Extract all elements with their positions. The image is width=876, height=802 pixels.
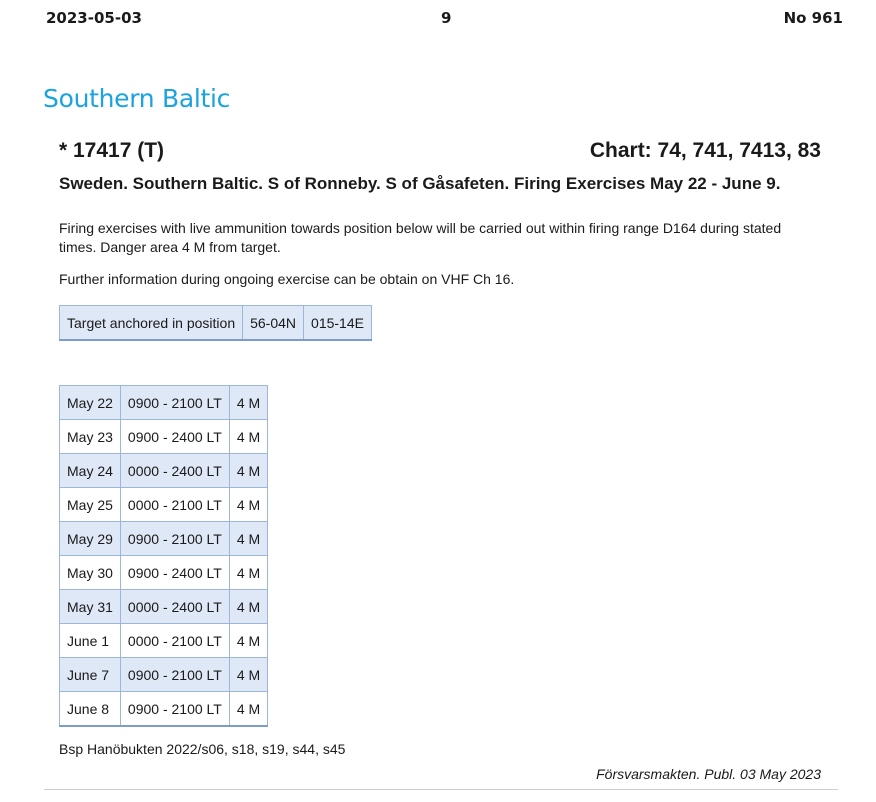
header-page-number: 9 [441,9,452,27]
schedule-range: 4 M [229,556,267,590]
schedule-range: 4 M [229,522,267,556]
schedule-time: 0000 - 2400 LT [120,454,229,488]
schedule-range: 4 M [229,692,267,727]
notice-title: Sweden. Southern Baltic. S of Ronneby. S of Gåsafeten. Firing Exercises May 22 - June 9. [59,174,781,193]
schedule-time: 0900 - 2400 LT [120,420,229,454]
schedule-row [60,624,268,658]
position-table [59,305,372,341]
chart-reference: Chart: 74, 741, 7413, 83 [589,139,821,162]
schedule-time: 0000 - 2100 LT [120,624,229,658]
schedule-date: June 8 [60,692,121,727]
schedule-row [60,692,268,727]
schedule-time: 0000 - 2100 LT [120,488,229,522]
schedule-row [60,658,268,692]
position-latitude: 56-04N [243,306,304,341]
schedule-time: 0900 - 2100 LT [120,692,229,727]
schedule-range: 4 M [229,590,267,624]
schedule-range: 4 M [229,420,267,454]
schedule-date: May 22 [60,386,121,420]
schedule-date: May 23 [60,420,121,454]
schedule-date: May 30 [60,556,121,590]
notice-paragraph-1: Firing exercises with live ammunition towards position below will be carried out within firing range D164 during stated times. Danger area 4 M from target. [59,220,782,255]
publisher-line: Försvarsmakten. Publ. 03 May 2023 [596,766,821,782]
position-longitude: 015-14E [304,306,372,341]
schedule-date: May 29 [60,522,121,556]
header-date: 2023-05-03 [46,9,142,27]
schedule-table [59,385,268,727]
schedule-row [60,556,268,590]
schedule-row [60,386,268,420]
schedule-row [60,488,268,522]
header-issue-number: No 961 [783,9,843,27]
schedule-date: May 24 [60,454,121,488]
position-label: Target anchored in position [60,306,243,341]
position-row [60,306,372,341]
schedule-date: June 1 [60,624,121,658]
schedule-time: 0900 - 2100 LT [120,658,229,692]
schedule-time: 0000 - 2400 LT [120,590,229,624]
schedule-row [60,590,268,624]
schedule-range: 4 M [229,488,267,522]
section-title: Southern Baltic [43,84,231,113]
schedule-row [60,522,268,556]
footer-divider [44,789,838,790]
schedule-date: June 7 [60,658,121,692]
schedule-date: May 31 [60,590,121,624]
schedule-range: 4 M [229,658,267,692]
schedule-time: 0900 - 2100 LT [120,522,229,556]
schedule-range: 4 M [229,454,267,488]
notice-id: * 17417 (T) [59,139,165,162]
schedule-row [60,420,268,454]
schedule-row [60,454,268,488]
schedule-time: 0900 - 2100 LT [120,386,229,420]
notice-paragraph-2: Further information during ongoing exercise can be obtain on VHF Ch 16. [59,271,515,287]
schedule-range: 4 M [229,386,267,420]
schedule-time: 0900 - 2400 LT [120,556,229,590]
chart-reference-note: Bsp Hanöbukten 2022/s06, s18, s19, s44, s45 [59,741,346,757]
schedule-date: May 25 [60,488,121,522]
schedule-range: 4 M [229,624,267,658]
